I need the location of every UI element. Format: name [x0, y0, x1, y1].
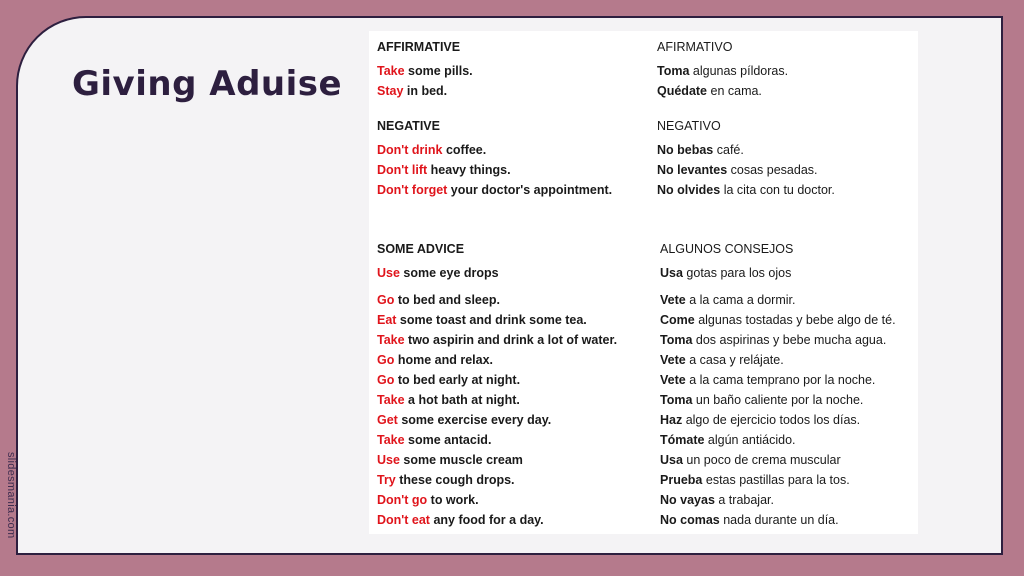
verb-en: Don't eat — [377, 513, 430, 527]
advice-row-en — [377, 513, 544, 527]
phrase-es: algunas tostadas y bebe algo de té. — [694, 313, 896, 327]
advice-row-en — [377, 433, 491, 447]
phrase-en: home and relax. — [394, 353, 494, 367]
phrase-es: a la cama a dormir. — [685, 293, 796, 307]
verb-es: No levantes — [657, 163, 728, 177]
phrase-en: any food for a day. — [429, 513, 544, 527]
phrase-en: to work. — [427, 493, 479, 507]
verb-en: Don't go — [377, 493, 428, 507]
phrase-en: to bed early at night. — [394, 373, 521, 387]
verb-en: Eat — [377, 313, 397, 327]
phrase-es: un baño caliente por la noche. — [692, 393, 864, 407]
phrase-es: gotas para los ojos — [682, 266, 792, 280]
verb-es: Haz — [660, 413, 683, 427]
phrase-es: a trabajar. — [714, 493, 774, 507]
verb-es: Toma — [660, 333, 693, 347]
verb-es: No olvides — [657, 183, 721, 197]
verb-es: Prueba — [660, 473, 703, 487]
verb-es: Usa — [660, 266, 683, 280]
advice-table-image — [369, 31, 918, 534]
advice-row-es — [660, 313, 896, 327]
advice-row-es — [660, 373, 875, 387]
advice-row-en — [377, 313, 587, 327]
phrase-en: to bed and sleep. — [394, 293, 500, 307]
advice-row-es — [660, 353, 784, 367]
verb-es: Come — [660, 313, 695, 327]
phrase-en: a hot bath at night. — [404, 393, 520, 407]
phrase-en: some toast and drink some tea. — [396, 313, 587, 327]
phrase-es: a casa y relájate. — [685, 353, 784, 367]
verb-en: Take — [377, 393, 405, 407]
advice-row-en — [377, 333, 617, 347]
phrase-en: these cough drops. — [395, 473, 515, 487]
verb-en: Stay — [377, 84, 404, 98]
advice-row-en — [377, 266, 499, 280]
advice-row-en — [377, 493, 479, 507]
advice-row-en — [377, 373, 520, 387]
verb-en: Don't drink — [377, 143, 443, 157]
verb-es: Toma — [660, 393, 693, 407]
advice-row-es — [657, 163, 818, 177]
advice-row-es — [660, 433, 796, 447]
advice-row-en — [377, 453, 523, 467]
verb-en: Don't lift — [377, 163, 428, 177]
verb-es: Vete — [660, 293, 686, 307]
advice-row-en — [377, 163, 511, 177]
phrase-es: nada durante un día. — [719, 513, 839, 527]
phrase-es: estas pastillas para la tos. — [702, 473, 850, 487]
advice-row-en — [377, 393, 520, 407]
section-heading-es: ALGUNOS CONSEJOS — [660, 242, 794, 256]
advice-row-en — [377, 353, 493, 367]
advice-row-en — [377, 64, 473, 78]
advice-row-es — [660, 393, 863, 407]
advice-row-es — [660, 266, 791, 280]
phrase-es: un poco de crema muscular — [682, 453, 841, 467]
verb-en: Go — [377, 373, 395, 387]
phrase-en: in bed. — [403, 84, 448, 98]
advice-row-en — [377, 293, 500, 307]
phrase-es: cosas pesadas. — [727, 163, 818, 177]
advice-row-es — [660, 473, 850, 487]
verb-es: Toma — [657, 64, 690, 78]
verb-en: Try — [377, 473, 396, 487]
advice-row-en — [377, 84, 447, 98]
verb-en: Take — [377, 64, 405, 78]
advice-row-es — [657, 143, 744, 157]
advice-row-en — [377, 473, 515, 487]
phrase-en: some exercise every day. — [397, 413, 552, 427]
verb-es: Quédate — [657, 84, 708, 98]
phrase-es: en cama. — [707, 84, 762, 98]
advice-row-en — [377, 413, 551, 427]
slide-title: Giving Aduise — [72, 64, 343, 104]
verb-en: Don't forget — [377, 183, 448, 197]
verb-en: Take — [377, 433, 405, 447]
advice-row-es — [660, 333, 886, 347]
advice-row-es — [660, 453, 841, 467]
advice-row-es — [660, 293, 795, 307]
advice-row-es — [660, 413, 860, 427]
verb-en: Get — [377, 413, 398, 427]
verb-es: No bebas — [657, 143, 714, 157]
phrase-en: some muscle cream — [399, 453, 523, 467]
phrase-en: some eye drops — [399, 266, 499, 280]
verb-en: Go — [377, 353, 395, 367]
advice-row-es — [657, 183, 835, 197]
phrase-es: algunas píldoras. — [689, 64, 789, 78]
verb-es: No comas — [660, 513, 720, 527]
verb-es: Vete — [660, 353, 686, 367]
verb-es: No vayas — [660, 493, 715, 507]
section-heading-en: SOME ADVICE — [377, 242, 465, 256]
advice-row-en — [377, 143, 486, 157]
advice-row-es — [660, 513, 839, 527]
verb-en: Take — [377, 333, 405, 347]
verb-en: Use — [377, 266, 400, 280]
phrase-en: your doctor's appointment. — [447, 183, 613, 197]
verb-es: Vete — [660, 373, 686, 387]
phrase-es: algún antiácido. — [704, 433, 796, 447]
phrase-es: algo de ejercicio todos los días. — [682, 413, 861, 427]
phrase-en: some pills. — [404, 64, 473, 78]
section-heading-es: AFIRMATIVO — [657, 40, 733, 54]
phrase-en: some antacid. — [404, 433, 492, 447]
section-heading-es: NEGATIVO — [657, 119, 721, 133]
phrase-es: dos aspirinas y bebe mucha agua. — [692, 333, 887, 347]
verb-en: Go — [377, 293, 395, 307]
section-heading-en: NEGATIVE — [377, 119, 440, 133]
verb-es: Tómate — [660, 433, 705, 447]
advice-row-es — [657, 84, 762, 98]
phrase-es: la cita con tu doctor. — [720, 183, 835, 197]
phrase-es: a la cama temprano por la noche. — [685, 373, 876, 387]
phrase-en: two aspirin and drink a lot of water. — [404, 333, 618, 347]
verb-es: Usa — [660, 453, 683, 467]
section-heading-en: AFFIRMATIVE — [377, 40, 461, 54]
advice-row-en — [377, 183, 612, 197]
verb-en: Use — [377, 453, 400, 467]
advice-row-es — [657, 64, 788, 78]
slidesmania-credit: slidesmania.com — [5, 452, 17, 539]
phrase-en: coffee. — [442, 143, 487, 157]
phrase-es: café. — [713, 143, 744, 157]
advice-row-es — [660, 493, 774, 507]
phrase-en: heavy things. — [427, 163, 511, 177]
